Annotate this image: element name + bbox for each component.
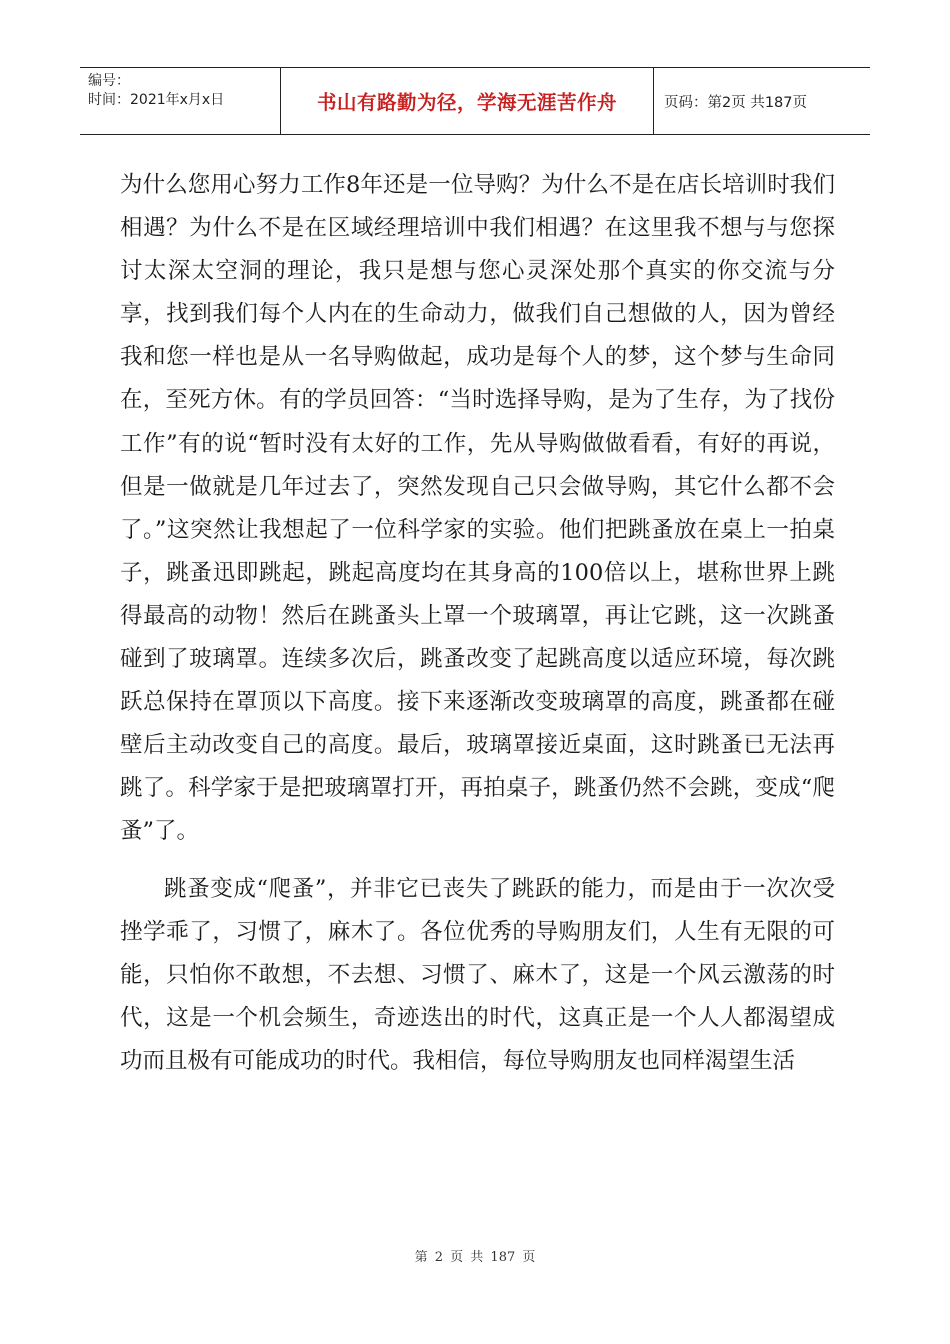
footer-page-number: 第 2 页 共 187 页 <box>414 1250 536 1265</box>
document-body <box>120 164 835 1083</box>
time-label: 时间：2021年x月x日 <box>88 92 225 108</box>
number-label: 编号： <box>88 73 130 89</box>
document-header <box>80 67 870 135</box>
header-page-info: 页码：第2页 共187页 <box>664 94 808 111</box>
header-meta-cell <box>80 68 281 134</box>
header-motto: 书山有路勤为径，学海无涯苦作舟 <box>316 91 617 114</box>
body-paragraph-1: 为什么您用心努力工作8年还是一位导购？为什么不是在店长培训时我们相遇？为什么不是在区域经理培训中我们相遇？在这里我不想与与您探讨太深太空洞的理论，我只是想与您心灵深处那个真实的你交流与分享，找到我们每个人内在的生命动力，做我们自己想做的人，因为曾经我和您一样也是从一名导购做起，成功是每个人的梦，这个梦与生命同在，至死方休。有的学员回答：“当时选择导购，是为了生存，为了找份工作”有的说“暂时没有太好的工作，先从导购做做看看，有好的再说，但是一做就是几年过去了，突然发现自己只会做导购，其它什么都不会了。”这突然让我想起了一位科学家的实验。他们把跳蚤放在桌上一拍桌子，跳蚤迅即跳起，跳起高度均在其身高的100倍以上，堪称世界上跳得最高的动物！然后在跳蚤头上罩一个玻璃罩，再让它跳，这一次跳蚤碰到了玻璃罩。连续多次后，跳蚤改变了起跳高度以适应环境，每次跳跃总保持在罩顶以下高度。接下来逐渐改变玻璃罩的高度，跳蚤都在碰壁后主动改变自己的高度。最后，玻璃罩接近桌面，这时跳蚤已无法再跳了。科学家于是把玻璃罩打开，再拍桌子，跳蚤仍然不会跳，变成“爬蚤”了。 <box>120 172 835 845</box>
page-footer <box>0 1246 950 1265</box>
header-motto-cell <box>281 68 654 134</box>
body-paragraph-2: 跳蚤变成“爬蚤”，并非它已丧失了跳跃的能力，而是由于一次次受挫学乖了，习惯了，麻木了。各位优秀的导购朋友们，人生有无限的可能，只怕你不敢想，不去想、习惯了、麻木了，这是一个风云激荡的时代，这是一个机会频生，奇迹迭出的时代，这真正是一个人人都渴望成功而且极有可能成功的时代。我相信，每位导购朋友也同样渴望生活 <box>120 875 835 1074</box>
header-page-cell <box>654 68 870 134</box>
